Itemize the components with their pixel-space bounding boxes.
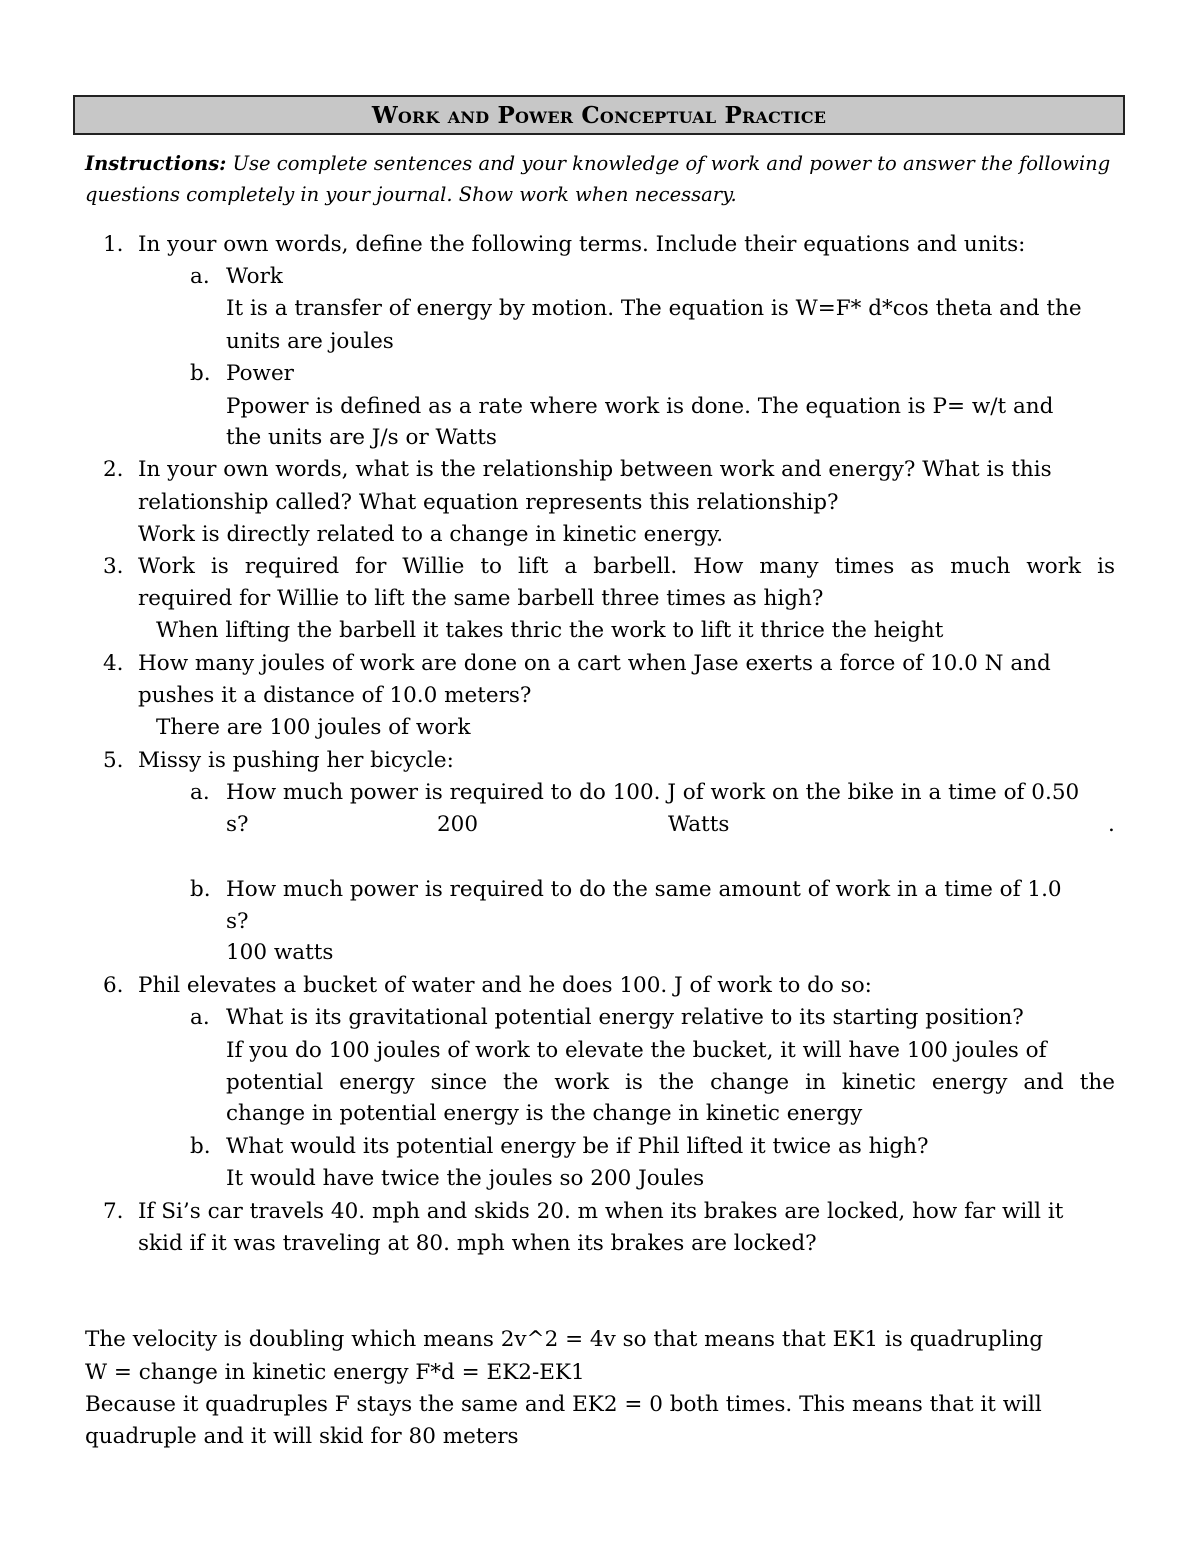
q2-text-line1: In your own words, what is the relationship between work and energy? What is this <box>138 457 1052 482</box>
q1a-letter: a. <box>190 264 210 289</box>
q6a-answer-line2: potential energy since the work is the change in kinetic energy and the <box>226 1070 1115 1095</box>
instructions <box>85 148 1120 210</box>
q6-text: Phil elevates a bucket of water and he does 100. J of work to do so: <box>138 973 872 998</box>
q5a-answer-value: 200 <box>437 812 479 837</box>
q6-number: 6. <box>103 973 124 998</box>
q1b-letter: b. <box>190 361 211 386</box>
q5a-text-line2: s? <box>226 812 249 837</box>
instructions-label: Instructions: <box>85 152 227 175</box>
q4-text-line2: pushes it a distance of 10.0 meters? <box>138 683 532 708</box>
q5b-letter: b. <box>190 877 211 902</box>
conclusion-line4: quadruple and it will skid for 80 meters <box>85 1424 519 1449</box>
q6b-answer: It would have twice the joules so 200 Joules <box>226 1166 705 1191</box>
q3-text-line1: Work is required for Willie to lift a barbell. How many times as much work is <box>138 554 1115 579</box>
q7-text-line1: If Si’s car travels 40. mph and skids 20. m when its brakes are locked, how far will it <box>138 1199 1064 1224</box>
worksheet-title: Work and Power Conceptual Practice <box>371 102 827 129</box>
q1-text: In your own words, define the following terms. Include their equations and units: <box>138 232 1026 257</box>
q6a-answer-line1: If you do 100 joules of work to elevate the bucket, it will have 100 joules of <box>226 1038 1047 1063</box>
q3-text-line2: required for Willie to lift the same barbell three times as high? <box>138 586 824 611</box>
q5a-text-line1: How much power is required to do 100. J of work on the bike in a time of 0.50 <box>226 780 1080 805</box>
q1b-label: Power <box>226 361 294 386</box>
q5b-text-line2: s? <box>226 909 249 934</box>
q2-text-line2: relationship called? What equation represents this relationship? <box>138 490 839 515</box>
q1a-answer-line2: units are joules <box>226 329 394 354</box>
q7-text-line2: skid if it was traveling at 80. mph when its brakes are locked? <box>138 1231 817 1256</box>
q5a-trailing-dot: . <box>1108 812 1115 837</box>
q4-number: 4. <box>103 651 124 676</box>
q3-number: 3. <box>103 554 124 579</box>
q6a-text: What is its gravitational potential energy relative to its starting position? <box>226 1005 1024 1030</box>
q6b-text: What would its potential energy be if Phil lifted it twice as high? <box>226 1134 929 1159</box>
q6a-letter: a. <box>190 1005 210 1030</box>
conclusion-line1: The velocity is doubling which means 2v^2 = 4v so that means that EK1 is quadrupling <box>85 1327 1044 1352</box>
q6a-answer-line3: change in potential energy is the change in kinetic energy <box>226 1101 863 1126</box>
title-banner <box>73 95 1125 135</box>
q2-number: 2. <box>103 457 124 482</box>
q3-answer: When lifting the barbell it takes thric the work to lift it thrice the height <box>156 618 944 643</box>
q4-text-line1: How many joules of work are done on a cart when Jase exerts a force of 10.0 N and <box>138 651 1051 676</box>
conclusion-line2: W = change in kinetic energy F*d = EK2-EK1 <box>85 1360 585 1385</box>
instructions-text: Use complete sentences and your knowledge of work and power to answer the following questions completely in your journal. Show work when necessary. <box>85 152 1111 206</box>
q5a-answer-unit: Watts <box>668 812 730 837</box>
q5b-answer: 100 watts <box>226 940 334 965</box>
q5a-letter: a. <box>190 780 210 805</box>
q7-number: 7. <box>103 1199 124 1224</box>
q1a-label: Work <box>226 264 283 289</box>
q5b-text-line1: How much power is required to do the same amount of work in a time of 1.0 <box>226 877 1062 902</box>
q1-number: 1. <box>103 232 124 257</box>
q5-text: Missy is pushing her bicycle: <box>138 748 454 773</box>
conclusion-line3: Because it quadruples F stays the same and EK2 = 0 both times. This means that it will <box>85 1392 1042 1417</box>
q6b-letter: b. <box>190 1134 211 1159</box>
q1a-answer-line1: It is a transfer of energy by motion. The equation is W=F* d*cos theta and the <box>226 296 1082 321</box>
q1b-answer-line1: Ppower is defined as a rate where work is done. The equation is P= w/t and <box>226 394 1054 419</box>
q5-number: 5. <box>103 748 124 773</box>
q1b-answer-line2: the units are J/s or Watts <box>226 425 497 450</box>
q2-answer: Work is directly related to a change in kinetic energy. <box>138 522 724 547</box>
q4-answer: There are 100 joules of work <box>156 715 471 740</box>
